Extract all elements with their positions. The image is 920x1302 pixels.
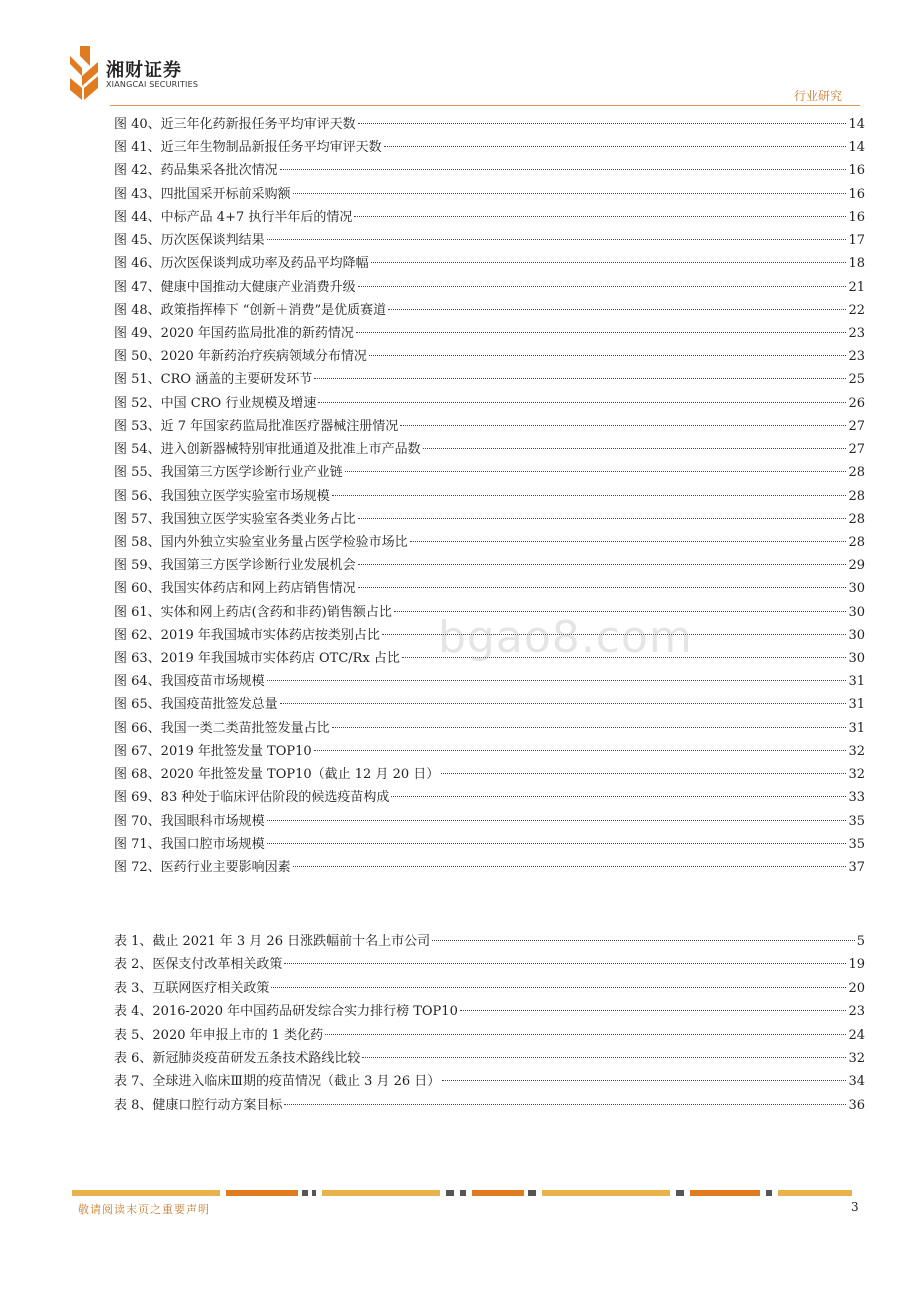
toc-entry-label: 图 47、健康中国推动大健康产业消费升级 <box>114 279 356 295</box>
toc-leader-dots <box>314 750 847 751</box>
toc-entry-label: 图 40、近三年化药新报任务平均审评天数 <box>114 117 356 132</box>
toc-leader-dots <box>325 1034 846 1035</box>
toc-entry[interactable] <box>114 531 865 554</box>
toc-leader-dots <box>267 239 847 240</box>
toc-leader-dots <box>384 146 847 147</box>
toc-entry-label: 图 71、我国口腔市场规模 <box>114 836 265 852</box>
toc-entry[interactable] <box>114 345 865 368</box>
toc-entry-label: 图 52、中国 CRO 行业规模及增速 <box>114 395 317 411</box>
toc-entry-label: 图 60、我国实体药店和网上药店销售情况 <box>114 581 356 597</box>
toc-leader-dots <box>388 309 846 310</box>
toc-entry-page: 17 <box>848 233 865 249</box>
toc-entry[interactable] <box>114 763 865 786</box>
toc-entry-label: 表 5、2020 年申报上市的 1 类化药 <box>114 1027 324 1043</box>
toc-entry[interactable] <box>114 322 865 345</box>
toc-entry-page: 32 <box>848 1050 865 1066</box>
toc-entry-page: 30 <box>848 627 865 643</box>
toc-entry[interactable] <box>114 977 865 1000</box>
toc-leader-dots <box>354 216 846 217</box>
header-divider <box>110 105 860 106</box>
toc-entry-page: 14 <box>848 117 865 132</box>
toc-entry-label: 图 66、我国一类二类苗批签发量占比 <box>114 720 330 736</box>
toc-leader-dots <box>271 987 846 988</box>
toc-entry-page: 30 <box>848 604 865 620</box>
toc-leader-dots <box>318 402 846 403</box>
toc-entry-page: 18 <box>848 256 865 272</box>
toc-entry[interactable] <box>114 1000 865 1023</box>
toc-entry-label: 图 67、2019 年批签发量 TOP10 <box>114 743 312 759</box>
toc-entry-label: 表 6、新冠肺炎疫苗研发五条技术路线比较 <box>114 1050 361 1066</box>
company-name-en: XIANGCAI SECURITIES <box>106 80 199 89</box>
toc-entry-label: 表 2、医保支付改革相关政策 <box>114 957 283 973</box>
toc-entry-page: 29 <box>848 558 865 574</box>
toc-entry-page: 27 <box>848 418 865 434</box>
toc-leader-dots <box>369 355 847 356</box>
footer-notice: 敬请阅读末页之重要声明 <box>78 1203 210 1216</box>
toc-entry-label: 表 1、截止 2021 年 3 月 26 日涨跌幅前十名上市公司 <box>114 934 431 949</box>
toc-entry-label: 图 46、历次医保谈判成功率及药品平均降幅 <box>114 256 369 272</box>
toc-entry-page: 33 <box>848 790 865 806</box>
toc-entry-label: 图 63、2019 年我国城市实体药店 OTC/Rx 占比 <box>114 651 400 667</box>
toc-leader-dots <box>267 820 847 821</box>
toc-entry-label: 图 57、我国独立医学实验室各类业务占比 <box>114 511 356 527</box>
toc-entry-page: 26 <box>848 395 865 411</box>
toc-leader-dots <box>400 425 846 426</box>
toc-entry[interactable] <box>114 276 865 299</box>
footer-stripe <box>72 1190 852 1196</box>
toc-leader-dots <box>358 518 847 519</box>
toc-entry-page: 23 <box>848 1004 865 1020</box>
toc-leader-dots <box>267 843 847 844</box>
toc-entry-page: 20 <box>848 980 865 996</box>
toc-leader-dots <box>391 796 846 797</box>
toc-entry-page: 24 <box>848 1027 865 1043</box>
toc-entry[interactable] <box>114 485 865 508</box>
toc-entry-page: 28 <box>848 534 865 550</box>
toc-entry-page: 28 <box>848 511 865 527</box>
toc-entry[interactable] <box>114 856 865 879</box>
toc-entry-page: 30 <box>848 651 865 667</box>
toc-entry-page: 21 <box>848 279 865 295</box>
toc-entry-page: 31 <box>848 697 865 713</box>
toc-leader-dots <box>332 727 847 728</box>
toc-leader-dots <box>442 1080 846 1081</box>
toc-entry[interactable] <box>114 554 865 577</box>
toc-entry[interactable] <box>114 438 865 461</box>
toc-entry-page: 25 <box>848 372 865 388</box>
toc-leader-dots <box>460 1010 847 1011</box>
toc-entry-page: 28 <box>848 465 865 481</box>
table-list <box>114 930 865 1117</box>
toc-leader-dots <box>371 262 847 263</box>
toc-entry[interactable] <box>114 577 865 600</box>
toc-entry[interactable] <box>114 252 865 275</box>
toc-entry-page: 22 <box>848 302 865 318</box>
section-label: 行业研究 <box>793 89 842 103</box>
toc-leader-dots <box>358 564 847 565</box>
toc-leader-dots <box>358 123 847 124</box>
toc-entry-page: 37 <box>848 860 865 875</box>
toc-entry[interactable] <box>114 953 865 976</box>
toc-entry-label: 表 8、健康口腔行动方案目标 <box>114 1097 283 1113</box>
toc-leader-dots <box>280 169 847 170</box>
toc-entry-label: 图 61、实体和网上药店(含药和非药)销售额占比 <box>114 604 392 620</box>
toc-entry-label: 图 64、我国疫苗市场规模 <box>114 674 265 690</box>
toc-entry[interactable] <box>114 415 865 438</box>
toc-entry[interactable] <box>114 1047 865 1070</box>
toc-leader-dots <box>432 940 855 941</box>
page-number: 3 <box>851 1200 859 1214</box>
toc-entry[interactable] <box>114 1094 865 1117</box>
toc-entry-page: 36 <box>848 1097 865 1113</box>
figure-list <box>114 113 865 879</box>
toc-entry-page: 16 <box>848 186 865 202</box>
toc-entry-label: 图 42、药品集采各批次情况 <box>114 163 278 179</box>
toc-entry-page: 28 <box>848 488 865 504</box>
toc-entry[interactable] <box>114 136 865 159</box>
toc-entry-label: 表 4、2016-2020 年中国药品研发综合实力排行榜 TOP10 <box>114 1004 458 1020</box>
toc-leader-dots <box>410 541 847 542</box>
toc-entry-label: 图 44、中标产品 4+7 执行半年后的情况 <box>114 209 353 225</box>
toc-entry-page: 19 <box>848 957 865 973</box>
toc-leader-dots <box>280 703 847 704</box>
toc-entry-page: 30 <box>848 581 865 597</box>
toc-leader-dots <box>332 495 847 496</box>
toc-entry[interactable] <box>114 461 865 484</box>
toc-entry[interactable] <box>114 206 865 229</box>
toc-entry[interactable] <box>114 508 865 531</box>
toc-leader-dots <box>358 286 847 287</box>
toc-leader-dots <box>267 680 847 681</box>
toc-entry-page: 5 <box>856 934 865 949</box>
toc-entry[interactable] <box>114 1070 865 1093</box>
toc-entry[interactable] <box>114 1024 865 1047</box>
toc-entry-label: 图 65、我国疫苗批签发总量 <box>114 697 278 713</box>
toc-entry-label: 图 70、我国眼科市场规模 <box>114 813 265 829</box>
toc-entry-page: 16 <box>848 209 865 225</box>
toc-entry-label: 图 54、进入创新器械特别审批通道及批准上市产品数 <box>114 442 421 458</box>
toc-leader-dots <box>423 448 847 449</box>
toc-entry-label: 图 53、近 7 年国家药监局批准医疗器械注册情况 <box>114 418 399 434</box>
toc-entry-page: 32 <box>848 743 865 759</box>
toc-leader-dots <box>358 587 847 588</box>
toc-entry-page: 23 <box>848 325 865 341</box>
toc-entry-page: 16 <box>848 163 865 179</box>
toc-leader-dots <box>314 378 846 379</box>
toc-entry-page: 32 <box>848 767 865 783</box>
toc-entry-label: 图 48、政策指挥棒下 “创新＋消费”是优质赛道 <box>114 302 387 318</box>
toc-entry[interactable] <box>114 113 865 136</box>
toc-entry-label: 图 56、我国独立医学实验室市场规模 <box>114 488 330 504</box>
toc-entry-label: 图 51、CRO 涵盖的主要研发环节 <box>114 372 313 388</box>
toc-leader-dots <box>362 1057 846 1058</box>
toc-leader-dots <box>284 963 846 964</box>
toc-entry-label: 图 72、医药行业主要影响因素 <box>114 860 291 875</box>
toc-entry[interactable] <box>114 693 865 716</box>
toc-entry-label: 图 55、我国第三方医学诊断行业产业链 <box>114 465 343 481</box>
toc-entry[interactable] <box>114 159 865 182</box>
toc-entry-page: 27 <box>848 442 865 458</box>
toc-entry-label: 图 43、四批国采开标前采购额 <box>114 186 291 202</box>
toc-entry-label: 图 69、83 种处于临床评估阶段的候选疫苗构成 <box>114 790 390 806</box>
toc-entry-page: 35 <box>848 813 865 829</box>
toc-leader-dots <box>293 866 847 867</box>
toc-entry[interactable] <box>114 786 865 809</box>
toc-entry-page: 14 <box>848 140 865 156</box>
toc-leader-dots <box>345 471 847 472</box>
toc-entry-label: 图 62、2019 年我国城市实体药店按类别占比 <box>114 627 380 643</box>
watermark: bgao8.com <box>438 612 693 663</box>
toc-entry[interactable] <box>114 183 865 206</box>
toc-entry-label: 表 7、全球进入临床Ⅲ期的疫苗情况（截止 3 月 26 日） <box>114 1074 441 1090</box>
toc-entry[interactable] <box>114 930 865 953</box>
toc-entry[interactable] <box>114 229 865 252</box>
toc-leader-dots <box>293 193 847 194</box>
toc-entry[interactable] <box>114 670 865 693</box>
toc-entry[interactable] <box>114 368 865 391</box>
toc-entry-page: 31 <box>848 674 865 690</box>
toc-entry-label: 图 58、国内外独立实验室业务量占医学检验市场比 <box>114 534 408 550</box>
toc-entry-label: 图 49、2020 年国药监局批准的新药情况 <box>114 325 354 341</box>
toc-entry-page: 34 <box>848 1074 865 1090</box>
toc-entry[interactable] <box>114 717 865 740</box>
toc-entry-page: 31 <box>848 720 865 736</box>
toc-entry-page: 23 <box>848 349 865 365</box>
toc-entry[interactable] <box>114 810 865 833</box>
xiangcai-logo-icon <box>68 44 102 102</box>
toc-entry-label: 图 41、近三年生物制品新报任务平均审评天数 <box>114 140 382 156</box>
toc-entry-page: 35 <box>848 836 865 852</box>
toc-entry-label: 图 50、2020 年新药治疗疾病领域分布情况 <box>114 349 367 365</box>
toc-leader-dots <box>441 773 846 774</box>
toc-leader-dots <box>284 1104 846 1105</box>
toc-entry-label: 图 45、历次医保谈判结果 <box>114 233 265 249</box>
toc-entry-label: 图 68、2020 年批签发量 TOP10（截止 12 月 20 日） <box>114 767 440 783</box>
company-name-cn: 湘财证券 <box>106 60 182 81</box>
toc-entry[interactable] <box>114 299 865 322</box>
toc-entry[interactable] <box>114 740 865 763</box>
page-header <box>0 0 920 110</box>
toc-entry-label: 图 59、我国第三方医学诊断行业发展机会 <box>114 558 356 574</box>
toc-entry[interactable] <box>114 833 865 856</box>
toc-entry-label: 表 3、互联网医疗相关政策 <box>114 980 270 996</box>
toc-entry[interactable] <box>114 392 865 415</box>
toc-leader-dots <box>356 332 847 333</box>
